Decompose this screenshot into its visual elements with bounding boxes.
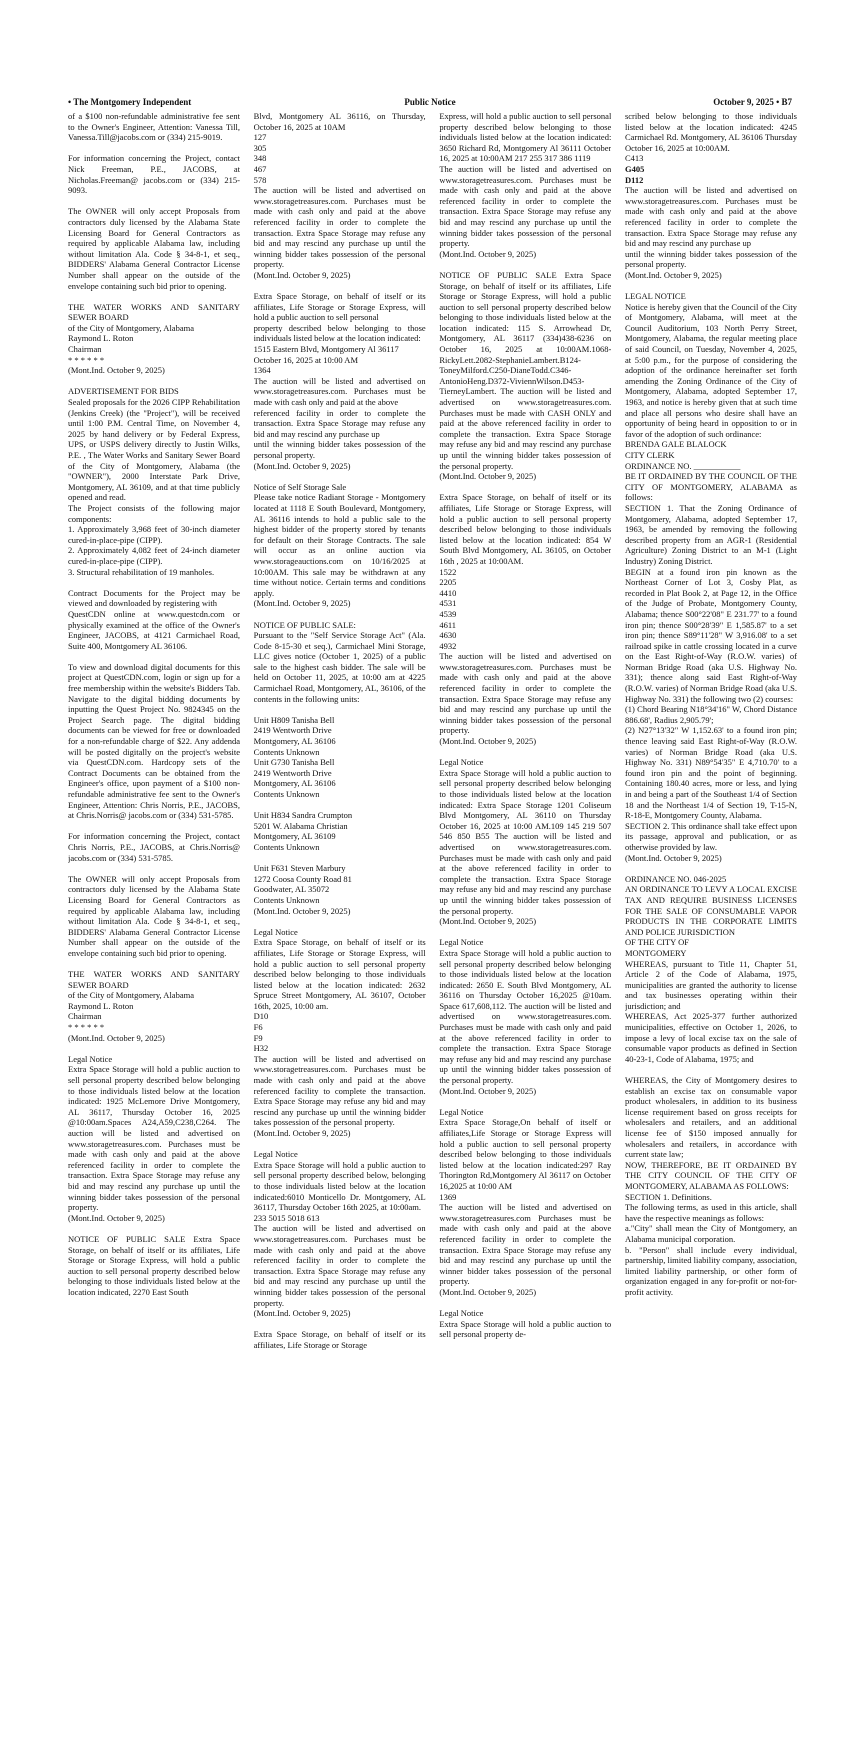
notice-block: THE WATER WORKS AND SANITARY SEWER BOARD of the City of Montgomery, Alabama Raymond L. Roton Chairman * * * * * * (Mont.Ind. October 9, 2025) <box>68 301 240 376</box>
notice-block: Legal Notice Extra Space Storage will hold a public auction to sell personal property de- <box>439 1308 612 1340</box>
notice-block: For information concerning the Project, contact Chris Norris, P.E., JACOBS, at Chris.Norris@ jacobs.com or (334) 531-5785. <box>68 831 240 863</box>
notice-block: Unit F631 Steven Marbury 1272 Coosa County Road 81 Goodwater, AL 35072 Contents Unknown (Mont.Ind. October 9, 2025) <box>253 863 352 916</box>
notice-block: WHEREAS, the City of Montgomery desires to establish an excise tax on consumable vapor product wholesalers, in addition to its business license requirement based on gross receipts for wholesalers and retailers, and an additional license fee of $150 imposed annually for wholesalers and retailers, in accordance with current state law; NOW, THEREFORE, BE IT ORDAINED BY THE CITY COUNCIL OF THE CITY OF MONTGOMERY, ALABAMA AS FOLLOWS: SECTION 1. Definitions. The following terms, as used in this article, shall have the respective meanings as follows: a."City" shall mean the City of Montgomery, an Alabama municipal corporation. b. "Person" shall include every individual, partnership, limited liability company, association, limited liability partnership, or other form of organization engaged in any for-profit or not-for-profit activity. <box>624 1075 797 1297</box>
notice-block: Legal Notice Extra Space Storage will hold a public auction to sell personal property described below belonging to those individuals listed below at the location indicated: Extra Space Storage 1201 Coliseum Blvd Montgomery, AL 36110 on Thursday October 16, 2025 at 10:00 AM.109 145 219 507 546 850 B55 The auction will be listed and advertised on www.storagetreasures.com. Purchases must be made with cash only and paid at the above referenced facility in order to complete the transaction. Extra Space Storage may refuse any bid and may rescind any purchase up until the winning bidder takes possession of the personal property. (Mont.Ind. October 9, 2025) <box>439 757 612 927</box>
notice-block: NOTICE OF PUBLIC SALE Extra Space Storage, on behalf of itself or its affiliates, Life Storage or Storage Express, will hold a public auction to sell personal property described below belonging to those individuals listed below at the location indicated: 115 S. Arrowhead Dr, Montgomery, AL 36117 (334)438-6236 on October 16, 2025 at 10:00AM.1068-RickyLett.2082-StephanieLambert.B124-ToneyMilford.C250-DianeTodd.C346-AntonioHeng.D372-ViviennWilson.D453-TierneyLambert. The auction will be listed and advertised on www.storagetreasures.com. Purchases must be made with CASH ONLY and paid at the above referenced facility in order to complete the transaction. Extra Space Storage may refuse any bid and may rescind any purchase up until the winning bidder takes possession of the personal property. (Mont.Ind. October 9, 2025) <box>439 269 612 482</box>
notice-block: Express, will hold a public auction to sell personal property described below belonging to those individuals listed below at the location indicated: 3650 Richard Rd, Montgomery Al 36111 October 16, 2025 at 10:00AM 217 255 317 386 1119 The auction will be listed and advertised on www.storagetreasures.com. Purchases must be made with cash only and paid at the above referenced facility in order to complete the transaction. Extra Space Storage may refuse any bid and may rescind any purchase up until the winning bidder takes possession of the personal property. (Mont.Ind. October 9, 2025) <box>439 111 612 259</box>
notice-block: Notice of Self Storage Sale Please take notice Radiant Storage - Montgomery located at 1118 E South Boulevard, Montgomery, AL 36116 intends to hold a public sale to the highest bidder of the property stored by tenants for default on their Storage Contracts. The sale will occur as an online auction via www.storageauctions.com on 10/16/2025 at 10:00AM. This sale may be withdrawn at any time without notice. Certain terms and conditions apply. (Mont.Ind. October 9, 2025) <box>253 481 426 609</box>
notice-block: THE WATER WORKS AND SANITARY SEWER BOARD of the City of Montgomery, Alabama Raymond L. Roton Chairman * * * * * * (Mont.Ind. October 9, 2025) <box>68 969 240 1043</box>
notice-block: The OWNER will only accept Proposals from contractors duly licensed by the Alabama State Licensing Board for General Contractors as required by applicable Alabama law, including without limitation Ala. Code § 34-8-1, et seq., BIDDERS' Alabama General Contractor License Number shall appear on the outside of the envelope containing such bid prior to opening. <box>68 873 240 958</box>
notice-block: Legal Notice Extra Space Storage will hold a public auction to sell personal property described below, belonging to those individuals listed below at the location indicated:6010 Monticello Dr. Montgomery, AL 36117, Thursday October 16th 2025, at 10:00am. 233 5015 5018 613 The auction will be listed and advertised on www.storagetreasures.com. Purchases must be made with cash only and paid at the above referenced facility in order to complete the transaction. Extra Space Storage may refuse any bid and may rescind any purchase up until the winning bidder takes possession of the personal property. (Mont.Ind. October 9, 2025) <box>253 1149 426 1319</box>
notice-block: LEGAL NOTICE Notice is hereby given that the Council of the City of Montgomery, Alabama, will meet at the Council Auditorium, 103 North Perry Street, Montgomery, Alabama, the regular meeting place of said Council, on Tuesday, November 4, 2025, at 5:00 p.m., for the purpose of considering the adoption of the ordinance hereinafter set forth amending the Zoning Ordinance of the City of Montgomery, Alabama, adopted September 17, 1963, and notice is hereby given that at such time and place all persons who desire shall have an opportunity of being heard in opposition to or in favor of the adoption of such ordinance: BRENDA GALE BLALOCK CITY CLERK ORDINANCE NO. ___________ BE IT ORDAINED BY THE COUNCIL OF THE CITY OF MONTGOMERY, ALABAMA as follows: SECTION 1. That the Zoning Ordinance of Montgomery, Alabama, adopted September 17, 1963, be amended by removing the following described property from an AGR-1 (Residential Agriculture) Zoning District to an M-1 (Light Industry) Zoning District. BEGIN at a found iron pin known as the Northeast Corner of Lot 3, Cosby Plat, as recorded in Plat Book 2, at Page 12, in the Office of the Judge of Probate, Montgomery County, Alabama; thence S00°22'08" E 231.77' to a found iron pin; thence S00°28'39" E 1,585.87' to a set iron pin; thence S89°11'28" W 3,916.08' to a set railroad spike in cattle crossing located in a curve on the East Right-of-Way (R.O.W. varies) of Norman Bridge Road (aka U.S. Highway No. 331); thence along said East Right-of-Way (R.O.W. varies) of Norman Bridge Road (aka U.S. Highway No. 331) the following two (2) courses: (1) Chord Bearing N18°34'16" W, Chord Distance 886.68', Radius 2,905.79'; (2) N27°13'32" W 1,152.63' to a found iron pin; thence leaving said East Right-of-Way (R.O.W. varies) of Norman Bridge Road (aka U.S. Highway No. 331) N89°54'35" E 4,710.70' to a found iron pin and the point of beginning. Containing 180.40 acres, more or less, and lying in and being a part of the Southeast 1/4 of Section 18 and the Northeast 1/4 of Section 19, T-15-N, R-18-E, Montgomery County, Alabama. SECTION 2. This ordinance shall take effect upon its passage, approval and publication, or as otherwise provided by law. (Mont.Ind. October 9, 2025) <box>624 291 797 863</box>
notice-block: Blvd, Montgomery AL 36116, on Thursday, October 16, 2025 at 10AM 127 305 348 467 578 The auction will be listed and advertised on www.storagetreasures.com. Purchases must be made with cash only and paid at the above referenced facility in order to complete the transaction. Extra Space Storage may refuse any bid and may rescind any purchase up until the winning bidder takes possession of the personal property. (Mont.Ind. October 9, 2025) <box>253 111 426 280</box>
notice-block: scribed below belonging to those individuals listed below at the location indicated: 4245 Carmichael Rd. Montgomery, AL 36106 Thursday October 16, 2025 at 10:00AM. C413 <box>624 111 797 164</box>
section-title: Public Notice <box>404 97 456 107</box>
notice-block: NOTICE OF PUBLIC SALE Extra Space Storage, on behalf of itself or its affiliates, Life Storage or Storage Express, will hold a public auction to sell personal property described below belonging to those individuals listed below at the location indicated, 2270 East South <box>68 1233 240 1297</box>
notice-block: The OWNER will only accept Proposals from contractors duly licensed by the Alabama State Licensing Board for General Contractors as required by applicable Alabama law, including without limitation Ala. Code § 34-8-1, et seq., BIDDERS' Alabama General Contractor License Number shall appear on the outside of the envelope containing such bid prior to opening. <box>68 206 240 291</box>
notice-block: ORDINANCE NO. 046-2025 AN ORDINANCE TO LEVY A LOCAL EXCISE TAX AND REQUIRE BUSINESS LICENSES FOR THE SALE OF CONSUMABLE VAPOR PRODUCTS IN THE CORPORATE LIMITS AND POLICE JURISDICTION OF THE CITY OF MONTGOMERY WHEREAS, pursuant to Title 11, Chapter 51, Article 2 of the Code of Alabama, 1975, municipalities are granted the authority to license and tax businesses operating within their jurisdiction; and WHEREAS, Act 2025-377 further authorized municipalities, effective on October 1, 2026, to impose a levy of local excise tax on the sale of consumable vapor products as defined in Section 40-23-1, Code of Alabama, 1975; and <box>624 873 797 1064</box>
notice-block: For information concerning the Project, contact Nick Freeman, P.E., JACOBS, at Nicholas.Freeman@ jacobs.com or (334) 215-9093. <box>68 153 240 196</box>
notice-columns <box>68 111 797 1736</box>
notice-block: Extra Space Storage, on behalf of itself or its affiliates, Life Storage or Storage <box>253 1329 426 1350</box>
column-3 <box>439 111 611 1736</box>
unit-number: D112 <box>624 174 644 185</box>
notice-block: Unit H834 Sandra Crumpton 5201 W. Alabama Christian Montgomery, AL 36109 Contents Unknown <box>253 810 353 852</box>
issue-date-page: October 9, 2025 • B7 <box>713 97 792 107</box>
notice-block: Legal Notice Extra Space Storage,On behalf of itself or affiliates,Life Storage or Storage Express will hold a public auction to sell personal property described below belonging to those individuals listed below at the location indicated:297 Ray Thorington Rd,Montgomery Al 36117 on October 16,2025 at 10:00 AM 1369 The auction will be listed and advertised on www.storagetreasures.com Purchases must be made with cash only and paid at the above referenced facility in order to complete the transaction. Extra Space Storage may refuse any bid and may rescind any purchase up until the winner bidder takes possession of the personal property. (Mont.Ind. October 9, 2025) <box>439 1106 612 1297</box>
notice-block: Contract Documents for the Project may be viewed and downloaded by registering with QuestCDN online at www.questcdn.com or physically examined at the office of the Owner's Engineer, JACOBS, at 4121 Carmichael Road, Suite 400, Montgomery AL 36106. <box>68 587 240 651</box>
notice-block: Extra Space Storage, on behalf of itself or its affiliates, Life Storage or Storage Express, will hold a public auction to sell personal property described below belonging to those individuals listed below at the location indicated: 1515 Eastern Blvd, Montgomery Al 36117 October 16, 2025 at 10:00 AM 1364 The auction will be listed and advertised on www.storagetreasures.com. Purchases must be made with cash only and paid at the above referenced facility in order to complete the transaction. Extra Space Storage may refuse any bid and may rescind any purchase up until the winning bidder takes possession of the personal property. (Mont.Ind. October 9, 2025) <box>253 291 426 471</box>
notice-block: Unit H809 Tanisha Bell 2419 Wentworth Drive Montgomery, AL 36106 Contents Unknown Unit G730 Tanisha Bell 2419 Wentworth Drive Montgomery, AL 36106 Contents Unknown <box>253 714 336 799</box>
notice-block: ADVERTISEMENT FOR BIDS Sealed proposals for the 2026 CIPP Rehabilitation (Jenkins Creek) (the "Project"), will be received until 1:00 P.M. Central Time, on November 4, 2025 by hand delivery or by Federal Express, UPS, or USPS delivery directly to Justin Wilks, P.E. , The Water Works and Sanitary Sewer Board of the City of Montgomery, Alabama (the "OWNER"), 2000 Interstate Park Drive, Montgomery, AL 36109, and at that time publicly opened and read. The Project consists of the following major components: 1. Approximately 3,968 feet of 30-inch diameter cured-in-place-pipe (CIPP). 2. Approximately 4,082 feet of 24-inch diameter cured-in-place-pipe (CIPP). 3. Structural rehabilitation of 19 manholes. <box>68 386 240 577</box>
notice-block: Legal Notice Extra Space Storage will hold a public auction to sell personal property described below belonging to those individuals listed below at the location indicated: 2650 E. South Blvd Montgomery, AL 36116 on Thursday October 16,2025 @10am. Space 617,608,112. The auction will be listed and advertised on www.storagetreasures.com. Purchases must be made with cash only and paid at the above referenced facility in order to complete the transaction. Extra Space Storage may refuse any bid and may rescind any purchase up until the winning bidder takes possession of the personal property. (Mont.Ind. October 9, 2025) <box>439 937 612 1096</box>
notice-block: Extra Space Storage, on behalf of itself or its affiliates, Life Storage or Storage Express, will hold a public auction to sell personal property described below belonging to those individuals listed below at the location indicated: 854 W South Blvd Montgomery, AL 36105, on October 16th , 2025 at 10:00AM. 1522 2205 4410 4531 4539 4611 4630 4932 The auction will be listed and advertised on www.storagetreasures.com. Purchases must be made with cash only and paid at the above referenced facility in order to complete the transaction. Extra Space Storage may refuse any bid and may rescind any purchase up until the winning bidder takes possession of the personal property. (Mont.Ind. October 9, 2025) <box>439 492 612 747</box>
column-4 <box>625 111 797 1736</box>
column-1 <box>68 111 240 1736</box>
column-2 <box>254 111 426 1736</box>
page-header <box>68 97 792 111</box>
publication-name: • The Montgomery Independent <box>68 97 192 107</box>
notice-block: Legal Notice Extra Space Storage will hold a public auction to sell personal property described below belonging to those individuals listed below at the location indicated: 1925 McLemore Drive Montgomery, AL 36117, Thursday October 16, 2025 @10:00am.Spaces A24,A59,C238,C264. The auction will be listed and advertised on www.storagetreasures.com. Purchases must be made with cash only and paid at the above referenced facility in order to complete the transaction. Extra Space Storage may refuse any bid and may rescind any purchase up until the winning bidder takes possession of the personal property. (Mont.Ind. October 9, 2025) <box>68 1053 240 1223</box>
unit-number: G405 <box>624 163 645 174</box>
notice-block: To view and download digital documents for this project at QuestCDN.com, login or sign up for a free membership within the website's Bidders Tab. Navigate to the digital bidding documents by inputting the Quest Project No. 9824345 on the Project Search page. The digital bidding documents can be viewed for free or downloaded for a non-refundable charge of $22. Any addenda will be posted digitally on the project's website via QuestCDN.com. Hardcopy sets of the Contract Documents can be obtained from the Engineer's office, upon payment of a $100 non-refundable administrative fee sent to the Owner's Engineer, Attention: Chris Norris, P.E., JACOBS, at Chris.Norris@ jacobs.com or (334) 531-5785. <box>68 661 240 821</box>
notice-block: of a $100 non-refundable administrative fee sent to the Owner's Engineer, Attention: Vanessa Till, Vanessa.Till@jacobs.com or (334) 215-9019. <box>68 111 240 143</box>
notice-block: Legal Notice Extra Space Storage, on behalf of itself or its affiliates, Life Storage or Storage Express, will hold a public auction to sell personal property described below belonging to those individuals listed below at the location indicated: 2632 Spruce Street Montgomery, AL 36107, October 16th, 2025, 10:00 am. D10 F6 F9 H32 The auction will be listed and advertised on www.storagetreasures.com. Purchases must be made with cash only and paid at the above referenced facility to complete the transaction. Extra Space Storage may refuse any bid and may rescind any purchase up until the winning bidder takes possession of the personal property. (Mont.Ind. October 9, 2025) <box>253 926 426 1138</box>
notice-block: NOTICE OF PUBLIC SALE: Pursuant to the "Self Service Storage Act" (Ala. Code 8-15-30 et seq.), Carmichael Mini Storage, LLC gives notice (October 1, 2025) of a public sale to the highest cash bidder. The sale will be held on October 11, 2025, at 10:00 am at 4225 Carmichael Road, Montgomery, AL, 36106, of the contents in the following units: <box>253 619 426 704</box>
notice-block: The auction will be listed and advertised on www.storagetreasures.com. Purchases must be made with cash only and paid at the above referenced facility in order to complete the transaction. Extra Space Storage may refuse any bid and may rescind any purchase up until the winning bidder takes possession of the personal property. (Mont.Ind. October 9, 2025) <box>624 185 797 280</box>
